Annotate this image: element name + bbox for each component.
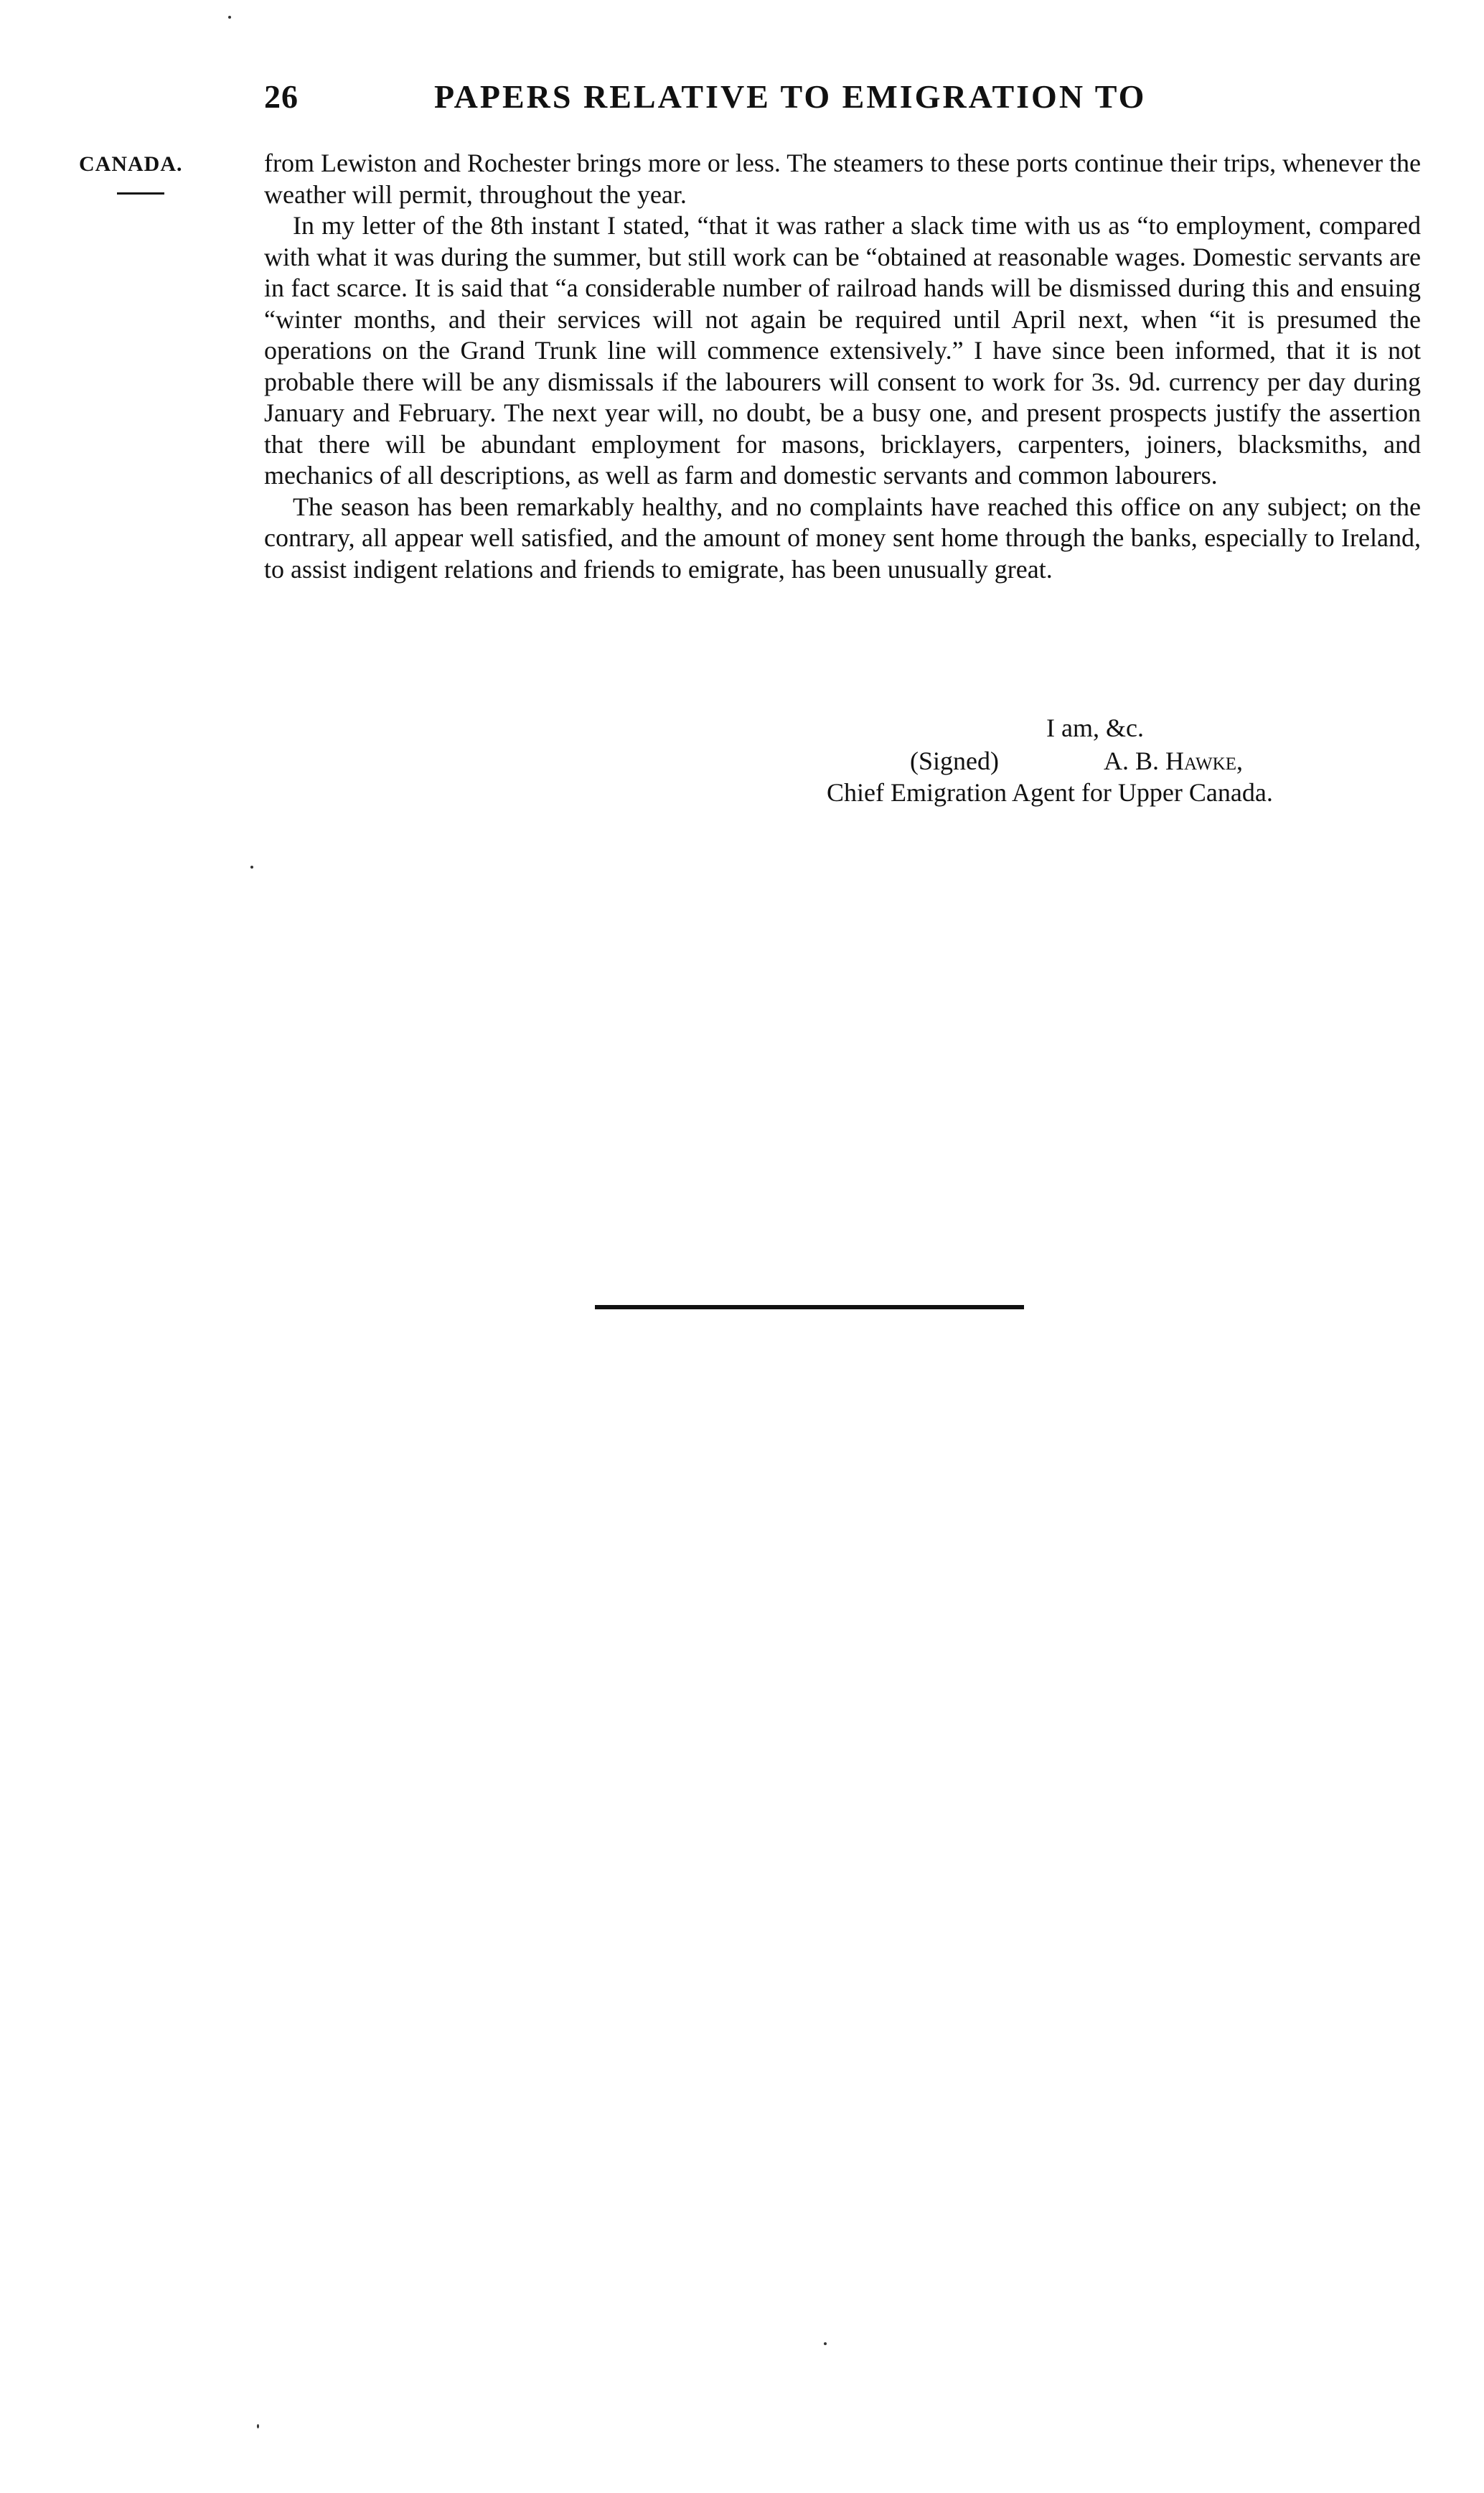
signed-marker: (Signed) — [910, 747, 999, 775]
paragraph-season: The season has been remarkably healthy, and no complaints have reached this office on any subject; on the contrary, all appear well satisfied, and the amount of money sent home through the banks, especially to Ireland, to assist indigent relations and friends to emigrate, has been unusually great. — [264, 492, 1421, 584]
scan-speck — [250, 866, 253, 869]
paragraph-continuation: from Lewiston and Rochester brings more or less. The steamers to these ports continue their trips, whenever the weather will permit, throughout the year. — [264, 149, 1421, 209]
letter-body — [264, 148, 1421, 585]
margin-note-label: CANADA. — [79, 152, 183, 176]
scan-speck — [228, 16, 231, 19]
signatory-title: Chief Emigration Agent for Upper Canada. — [827, 778, 1273, 807]
page-number: 26 — [264, 78, 299, 115]
end-rule — [595, 1305, 1024, 1309]
signature-line — [910, 745, 1243, 777]
running-title: PAPERS RELATIVE TO EMIGRATION TO — [434, 78, 1147, 115]
scan-speck — [257, 2424, 259, 2428]
paragraph-employment: In my letter of the 8th instant I stated, “that it was rather a slack time with us as “to employment, compared with what it was during the summer, but still work can be “obtained at reasonable wages. Domestic servants are in fact scarce. It is said that “a considerable number of railroad hands will be dismissed during this and ensuing “winter months, and their services will not again be required until April next, when “it is presumed the operations on the Grand Trunk line will commence extensively.” I have since been informed, that it is not probable there will be any dismissals if the labourers will consent to work for 3s. 9d. currency per day during January and February. The next year will, no doubt, be a busy one, and present prospects justify the assertion that there will be abundant employment for masons, bricklayers, carpenters, joiners, blacksmiths, and mechanics of all descriptions, as well as farm and domestic servants and common labourers. — [264, 211, 1421, 490]
signatory-name: A. B. Hawke, — [1104, 747, 1243, 775]
margin-note-rule — [117, 192, 164, 195]
scan-speck — [824, 2342, 827, 2345]
closing-salutation: I am, &c. — [1046, 714, 1144, 742]
